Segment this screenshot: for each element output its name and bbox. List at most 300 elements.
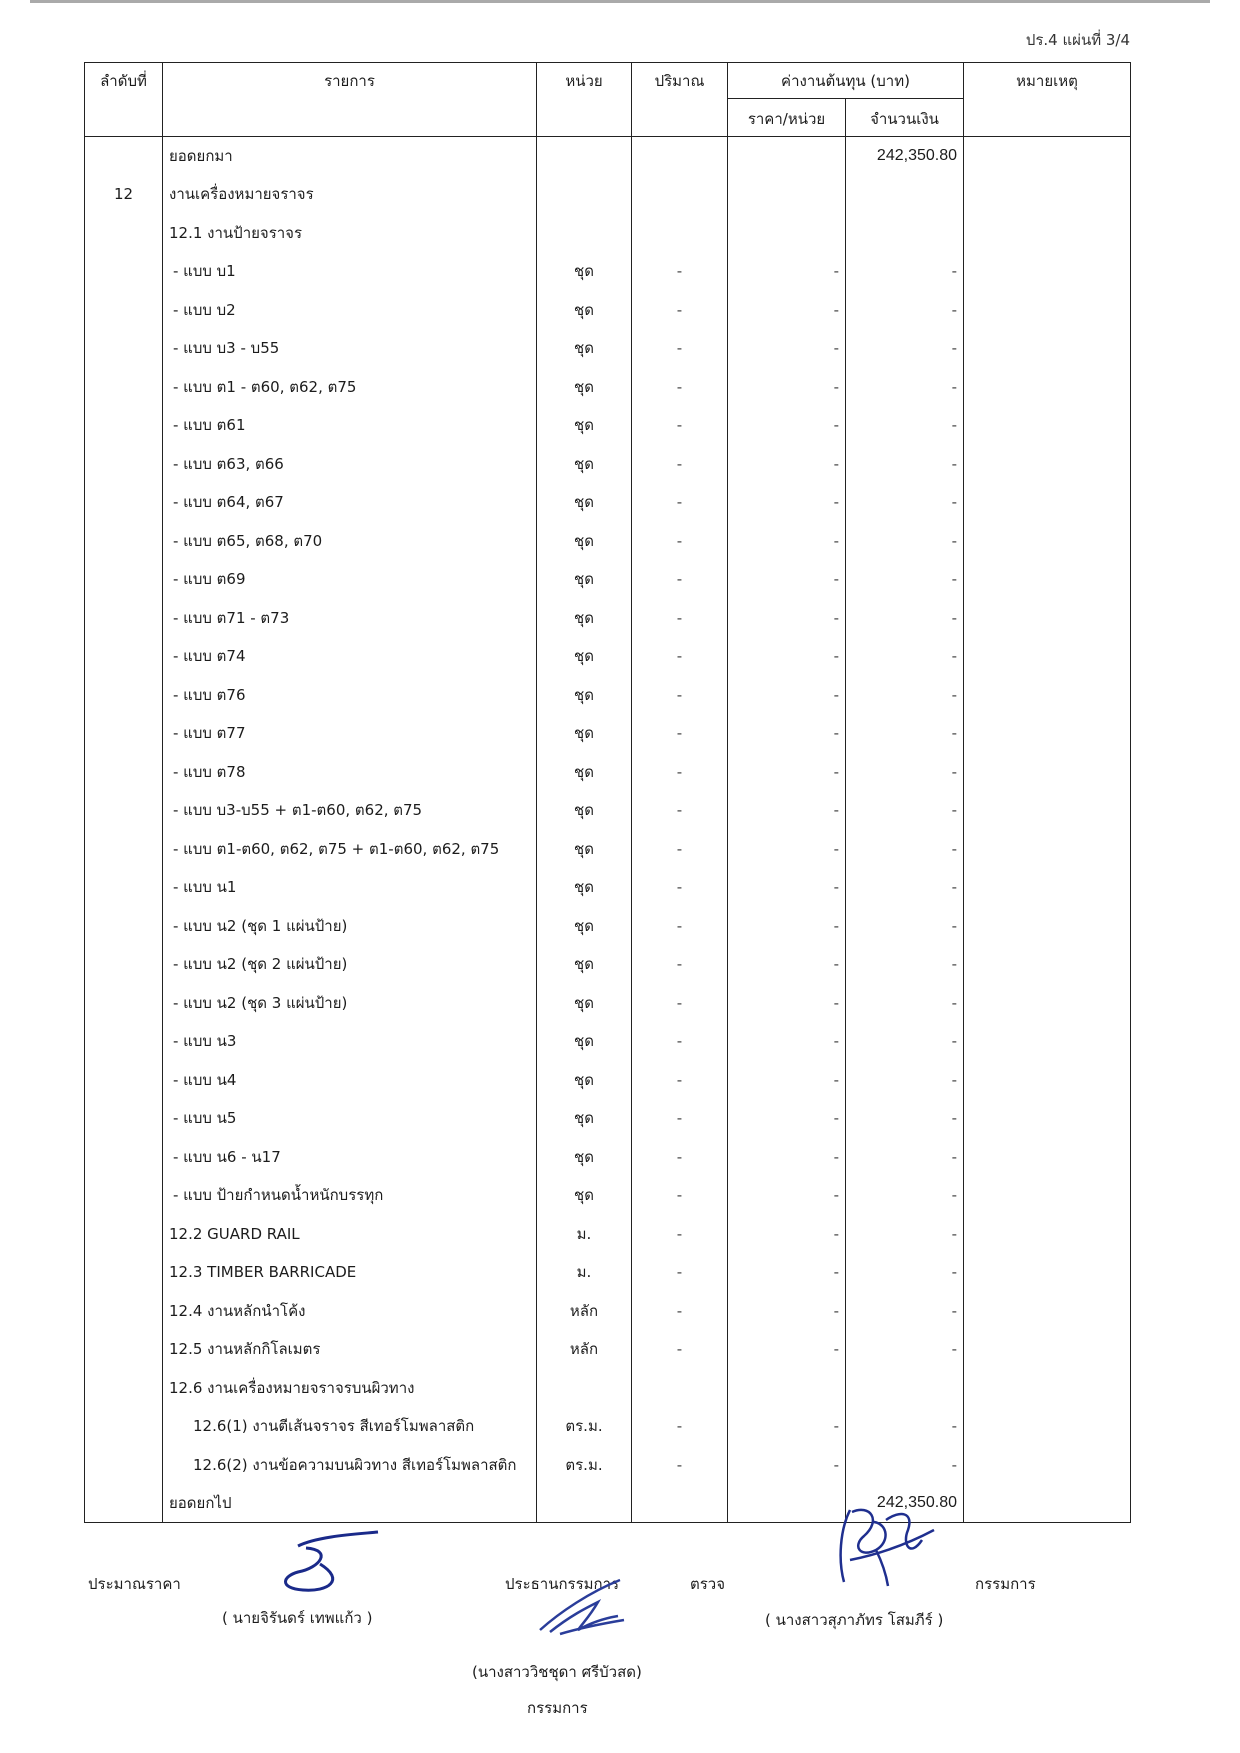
amount-cell: - <box>846 791 964 830</box>
unit-price-cell: - <box>728 1330 846 1369</box>
quantity-cell: - <box>632 868 728 907</box>
amount-cell: 242,350.80 <box>846 1484 964 1523</box>
table-row <box>85 984 1131 1023</box>
unit-price-cell: - <box>728 1138 846 1177</box>
unit-cell <box>537 1369 632 1408</box>
quantity-cell: - <box>632 1138 728 1177</box>
item-cell: - แบบ ต1-ต60, ต62, ต75 + ต1-ต60, ต62, ต75 <box>163 830 537 869</box>
unit-cell: ชุด <box>537 329 632 368</box>
quantity-cell: - <box>632 1407 728 1446</box>
table-row <box>85 1061 1131 1100</box>
amount-cell: - <box>846 560 964 599</box>
remark-cell <box>964 1253 1131 1292</box>
table-row <box>85 368 1131 407</box>
unit-cell: ชุด <box>537 252 632 291</box>
quantity-cell: - <box>632 676 728 715</box>
unit-price-cell: - <box>728 637 846 676</box>
quantity-cell: - <box>632 1292 728 1331</box>
quantity-cell: - <box>632 637 728 676</box>
member-name-right: ( นางสาวสุภาภัทร โสมภีร์ ) <box>765 1611 944 1629</box>
amount-cell: - <box>846 1176 964 1215</box>
remark-cell <box>964 1022 1131 1061</box>
seq-cell <box>85 907 163 946</box>
unit-cell: ชุด <box>537 406 632 445</box>
amount-cell: - <box>846 406 964 445</box>
quantity-cell: - <box>632 406 728 445</box>
item-cell: - แบบ บ1 <box>163 252 537 291</box>
remark-cell <box>964 329 1131 368</box>
unit-price-cell: - <box>728 483 846 522</box>
unit-price-cell: - <box>728 1176 846 1215</box>
header-unit-price: ราคา/หน่วย <box>728 99 846 137</box>
quantity-cell: - <box>632 1215 728 1254</box>
unit-cell: ชุด <box>537 291 632 330</box>
table-row <box>85 945 1131 984</box>
quantity-cell: - <box>632 1253 728 1292</box>
table-row <box>85 1292 1131 1331</box>
amount-cell: - <box>846 599 964 638</box>
header-seq: ลำดับที่ <box>85 63 163 137</box>
seq-cell <box>85 214 163 253</box>
item-cell: - แบบ ต64, ต67 <box>163 483 537 522</box>
unit-price-cell: - <box>728 1253 846 1292</box>
item-cell: - แบบ บ2 <box>163 291 537 330</box>
table-row <box>85 560 1131 599</box>
remark-cell <box>964 1369 1131 1408</box>
table-row <box>85 1138 1131 1177</box>
remark-cell <box>964 984 1131 1023</box>
unit-price-cell: - <box>728 676 846 715</box>
unit-cell: ตร.ม. <box>537 1407 632 1446</box>
member-right-signature <box>830 1500 940 1590</box>
remark-cell <box>964 522 1131 561</box>
seq-cell <box>85 522 163 561</box>
table-row <box>85 1330 1131 1369</box>
quantity-cell: - <box>632 830 728 869</box>
amount-cell: - <box>846 907 964 946</box>
amount-cell: - <box>846 291 964 330</box>
quantity-cell <box>632 214 728 253</box>
remark-cell <box>964 406 1131 445</box>
unit-price-cell <box>728 1369 846 1408</box>
unit-cell: หลัก <box>537 1330 632 1369</box>
amount-cell: - <box>846 753 964 792</box>
remark-cell <box>964 1138 1131 1177</box>
estimator-role: ประมาณราคา <box>88 1575 181 1593</box>
member-name-center: (นางสาววิชชุดา ศรีบัวสด) <box>472 1663 642 1681</box>
quantity-cell <box>632 1369 728 1408</box>
table-row <box>85 406 1131 445</box>
unit-cell: ชุด <box>537 907 632 946</box>
remark-cell <box>964 830 1131 869</box>
quantity-cell: - <box>632 1022 728 1061</box>
remark-cell <box>964 1446 1131 1485</box>
amount-cell: - <box>846 945 964 984</box>
quantity-cell: - <box>632 753 728 792</box>
unit-cell: ชุด <box>537 868 632 907</box>
check-label: ตรวจ <box>690 1575 726 1593</box>
amount-cell: - <box>846 1138 964 1177</box>
seq-cell <box>85 637 163 676</box>
table-row <box>85 1022 1131 1061</box>
item-cell: - แบบ ต63, ต66 <box>163 445 537 484</box>
remark-cell <box>964 137 1131 176</box>
quantity-cell: - <box>632 522 728 561</box>
table-row <box>85 907 1131 946</box>
unit-price-cell: - <box>728 1446 846 1485</box>
member-center-signature <box>520 1572 640 1642</box>
unit-price-cell: - <box>728 368 846 407</box>
unit-price-cell: - <box>728 907 846 946</box>
unit-price-cell: - <box>728 1099 846 1138</box>
remark-cell <box>964 368 1131 407</box>
item-cell: - แบบ ต78 <box>163 753 537 792</box>
amount-cell: - <box>846 1215 964 1254</box>
item-cell: - แบบ ต74 <box>163 637 537 676</box>
table-row <box>85 1253 1131 1292</box>
item-cell: - แบบ น2 (ชุด 2 แผ่นป้าย) <box>163 945 537 984</box>
unit-cell: ชุด <box>537 945 632 984</box>
table-body <box>85 137 1131 1523</box>
header-item: รายการ <box>163 63 537 137</box>
amount-cell: - <box>846 1099 964 1138</box>
remark-cell <box>964 445 1131 484</box>
unit-cell: ชุด <box>537 830 632 869</box>
quantity-cell: - <box>632 791 728 830</box>
unit-cell: ชุด <box>537 637 632 676</box>
item-cell: - แบบ น3 <box>163 1022 537 1061</box>
item-cell: 12.4 งานหลักนำโค้ง <box>163 1292 537 1331</box>
remark-cell <box>964 1292 1131 1331</box>
quantity-cell <box>632 175 728 214</box>
amount-cell: 242,350.80 <box>846 137 964 176</box>
unit-price-cell: - <box>728 560 846 599</box>
seq-cell <box>85 406 163 445</box>
remark-cell <box>964 637 1131 676</box>
seq-cell <box>85 252 163 291</box>
seq-cell <box>85 1138 163 1177</box>
table-row <box>85 599 1131 638</box>
amount-cell: - <box>846 522 964 561</box>
table-row <box>85 175 1131 214</box>
unit-cell: ชุด <box>537 445 632 484</box>
unit-cell <box>537 175 632 214</box>
remark-cell <box>964 560 1131 599</box>
amount-cell: - <box>846 1022 964 1061</box>
remark-cell <box>964 945 1131 984</box>
chair-role: ประธานกรรมการ <box>505 1575 620 1593</box>
unit-price-cell: - <box>728 984 846 1023</box>
remark-cell <box>964 1099 1131 1138</box>
item-cell: - แบบ ต76 <box>163 676 537 715</box>
table-row <box>85 637 1131 676</box>
seq-cell <box>85 1253 163 1292</box>
remark-cell <box>964 291 1131 330</box>
amount-cell <box>846 1369 964 1408</box>
unit-price-cell: - <box>728 714 846 753</box>
unit-cell: ชุด <box>537 753 632 792</box>
quantity-cell: - <box>632 1330 728 1369</box>
remark-cell <box>964 753 1131 792</box>
amount-cell: - <box>846 252 964 291</box>
header-amount: จำนวนเงิน <box>846 99 964 137</box>
amount-cell: - <box>846 1292 964 1331</box>
remark-cell <box>964 252 1131 291</box>
member-role-right: กรรมการ <box>975 1575 1036 1593</box>
scan-edge-line <box>30 0 1210 3</box>
unit-cell: ชุด <box>537 1099 632 1138</box>
amount-cell: - <box>846 1330 964 1369</box>
amount-cell: - <box>846 868 964 907</box>
item-cell: ยอดยกมา <box>163 137 537 176</box>
item-cell: - แบบ ต69 <box>163 560 537 599</box>
seq-cell <box>85 830 163 869</box>
amount-cell: - <box>846 714 964 753</box>
seq-cell <box>85 945 163 984</box>
remark-cell <box>964 868 1131 907</box>
table-row <box>85 1369 1131 1408</box>
item-cell: 12.6(1) งานตีเส้นจราจร สีเทอร์โมพลาสติก <box>163 1407 537 1446</box>
seq-cell <box>85 868 163 907</box>
unit-cell: ชุด <box>537 1061 632 1100</box>
unit-price-cell: - <box>728 329 846 368</box>
item-cell: - แบบ ป้ายกำหนดน้ำหนักบรรทุก <box>163 1176 537 1215</box>
seq-cell <box>85 1099 163 1138</box>
amount-cell <box>846 214 964 253</box>
amount-cell: - <box>846 637 964 676</box>
item-cell: - แบบ น6 - น17 <box>163 1138 537 1177</box>
quantity-cell: - <box>632 329 728 368</box>
table-row <box>85 445 1131 484</box>
header-remark: หมายเหตุ <box>964 63 1131 137</box>
remark-cell <box>964 483 1131 522</box>
quantity-cell: - <box>632 599 728 638</box>
unit-cell: ชุด <box>537 984 632 1023</box>
table-row <box>85 830 1131 869</box>
seq-cell <box>85 984 163 1023</box>
item-cell: 12.6(2) งานข้อความบนผิวทาง สีเทอร์โมพลาสติก <box>163 1446 537 1485</box>
quantity-cell: - <box>632 1446 728 1485</box>
remark-cell <box>964 907 1131 946</box>
unit-price-cell: - <box>728 1292 846 1331</box>
seq-cell <box>85 1292 163 1331</box>
unit-price-cell: - <box>728 791 846 830</box>
amount-cell: - <box>846 676 964 715</box>
item-cell: 12.3 TIMBER BARRICADE <box>163 1253 537 1292</box>
unit-price-cell: - <box>728 868 846 907</box>
seq-cell <box>85 1330 163 1369</box>
unit-cell: ชุด <box>537 676 632 715</box>
item-cell: - แบบ น2 (ชุด 3 แผ่นป้าย) <box>163 984 537 1023</box>
item-cell: ยอดยกไป <box>163 1484 537 1523</box>
item-cell: 12.1 งานป้ายจราจร <box>163 214 537 253</box>
seq-cell <box>85 483 163 522</box>
quantity-cell: - <box>632 1176 728 1215</box>
quantity-cell: - <box>632 1061 728 1100</box>
unit-cell <box>537 214 632 253</box>
unit-cell: ม. <box>537 1215 632 1254</box>
seq-cell <box>85 1369 163 1408</box>
seq-cell <box>85 714 163 753</box>
table-row <box>85 522 1131 561</box>
seq-cell <box>85 676 163 715</box>
table-row <box>85 329 1131 368</box>
table-row <box>85 1215 1131 1254</box>
unit-cell <box>537 137 632 176</box>
item-cell: 12.6 งานเครื่องหมายจราจรบนผิวทาง <box>163 1369 537 1408</box>
table-row <box>85 1407 1131 1446</box>
amount-cell: - <box>846 1061 964 1100</box>
remark-cell <box>964 676 1131 715</box>
amount-cell <box>846 175 964 214</box>
item-cell: - แบบ ต65, ต68, ต70 <box>163 522 537 561</box>
seq-cell <box>85 445 163 484</box>
amount-cell: - <box>846 368 964 407</box>
quantity-cell: - <box>632 291 728 330</box>
unit-price-cell <box>728 175 846 214</box>
unit-price-cell: - <box>728 1022 846 1061</box>
table-row <box>85 137 1131 176</box>
table-row <box>85 214 1131 253</box>
seq-cell <box>85 599 163 638</box>
item-cell: - แบบ น4 <box>163 1061 537 1100</box>
unit-cell: หลัก <box>537 1292 632 1331</box>
unit-cell: ม. <box>537 1253 632 1292</box>
amount-cell: - <box>846 1446 964 1485</box>
bill-of-quantities-table <box>84 62 1131 1523</box>
table-row <box>85 1176 1131 1215</box>
estimator-signature <box>258 1528 398 1598</box>
table-row <box>85 753 1131 792</box>
quantity-cell: - <box>632 252 728 291</box>
table-row <box>85 791 1131 830</box>
quantity-cell: - <box>632 984 728 1023</box>
quantity-cell: - <box>632 1099 728 1138</box>
unit-price-cell: - <box>728 522 846 561</box>
seq-cell <box>85 753 163 792</box>
unit-price-cell: - <box>728 406 846 445</box>
quantity-cell: - <box>632 560 728 599</box>
unit-cell: ชุด <box>537 483 632 522</box>
member-role-center: กรรมการ <box>527 1699 588 1717</box>
seq-cell <box>85 1061 163 1100</box>
unit-cell: ตร.ม. <box>537 1446 632 1485</box>
table-row <box>85 1446 1131 1485</box>
quantity-cell: - <box>632 945 728 984</box>
seq-cell <box>85 329 163 368</box>
unit-price-cell: - <box>728 1215 846 1254</box>
seq-cell <box>85 1407 163 1446</box>
item-cell: - แบบ น1 <box>163 868 537 907</box>
unit-price-cell: - <box>728 1407 846 1446</box>
remark-cell <box>964 791 1131 830</box>
unit-cell: ชุด <box>537 368 632 407</box>
unit-price-cell: - <box>728 445 846 484</box>
unit-price-cell <box>728 214 846 253</box>
unit-price-cell: - <box>728 945 846 984</box>
quantity-cell <box>632 137 728 176</box>
remark-cell <box>964 599 1131 638</box>
seq-cell <box>85 368 163 407</box>
unit-cell: ชุด <box>537 560 632 599</box>
table-row <box>85 676 1131 715</box>
unit-cell: ชุด <box>537 1138 632 1177</box>
seq-cell <box>85 1215 163 1254</box>
seq-cell <box>85 1176 163 1215</box>
quantity-cell: - <box>632 483 728 522</box>
remark-cell <box>964 1407 1131 1446</box>
seq-cell <box>85 137 163 176</box>
amount-cell: - <box>846 1407 964 1446</box>
unit-cell: ชุด <box>537 1176 632 1215</box>
item-cell: - แบบ บ3-บ55 + ต1-ต60, ต62, ต75 <box>163 791 537 830</box>
amount-cell: - <box>846 1253 964 1292</box>
quantity-cell: - <box>632 368 728 407</box>
item-cell: - แบบ ต71 - ต73 <box>163 599 537 638</box>
table-row <box>85 291 1131 330</box>
unit-price-cell <box>728 137 846 176</box>
remark-cell <box>964 1330 1131 1369</box>
amount-cell: - <box>846 984 964 1023</box>
header-quantity: ปริมาณ <box>632 63 728 137</box>
table-row <box>85 483 1131 522</box>
amount-cell: - <box>846 329 964 368</box>
table-row <box>85 1099 1131 1138</box>
unit-price-cell: - <box>728 753 846 792</box>
item-cell: - แบบ ต77 <box>163 714 537 753</box>
seq-cell <box>85 791 163 830</box>
table-row <box>85 868 1131 907</box>
item-cell: 12.2 GUARD RAIL <box>163 1215 537 1254</box>
amount-cell: - <box>846 830 964 869</box>
unit-cell: ชุด <box>537 791 632 830</box>
unit-cell: ชุด <box>537 714 632 753</box>
seq-cell: 12 <box>85 175 163 214</box>
quantity-cell: - <box>632 445 728 484</box>
quantity-cell: - <box>632 714 728 753</box>
item-cell: - แบบ น5 <box>163 1099 537 1138</box>
quantity-cell: - <box>632 907 728 946</box>
item-cell: - แบบ น2 (ชุด 1 แผ่นป้าย) <box>163 907 537 946</box>
amount-cell: - <box>846 445 964 484</box>
unit-price-cell: - <box>728 1061 846 1100</box>
unit-price-cell: - <box>728 252 846 291</box>
page-reference: ปร.4 แผ่นที่ 3/4 <box>1025 31 1130 49</box>
item-cell: - แบบ บ3 - บ55 <box>163 329 537 368</box>
seq-cell <box>85 291 163 330</box>
item-cell: งานเครื่องหมายจราจร <box>163 175 537 214</box>
seq-cell <box>85 1022 163 1061</box>
unit-cell: ชุด <box>537 1022 632 1061</box>
header-cost-group: ค่างานต้นทุน (บาท) <box>728 63 964 99</box>
remark-cell <box>964 175 1131 214</box>
unit-cell: ชุด <box>537 599 632 638</box>
unit-price-cell: - <box>728 599 846 638</box>
table-row <box>85 714 1131 753</box>
seq-cell <box>85 1446 163 1485</box>
remark-cell <box>964 1176 1131 1215</box>
signature-block <box>0 1500 1240 1753</box>
unit-price-cell: - <box>728 291 846 330</box>
remark-cell <box>964 1215 1131 1254</box>
remark-cell <box>964 714 1131 753</box>
header-unit: หน่วย <box>537 63 632 137</box>
table-row <box>85 252 1131 291</box>
item-cell: - แบบ ต1 - ต60, ต62, ต75 <box>163 368 537 407</box>
item-cell: - แบบ ต61 <box>163 406 537 445</box>
seq-cell <box>85 560 163 599</box>
amount-cell: - <box>846 483 964 522</box>
